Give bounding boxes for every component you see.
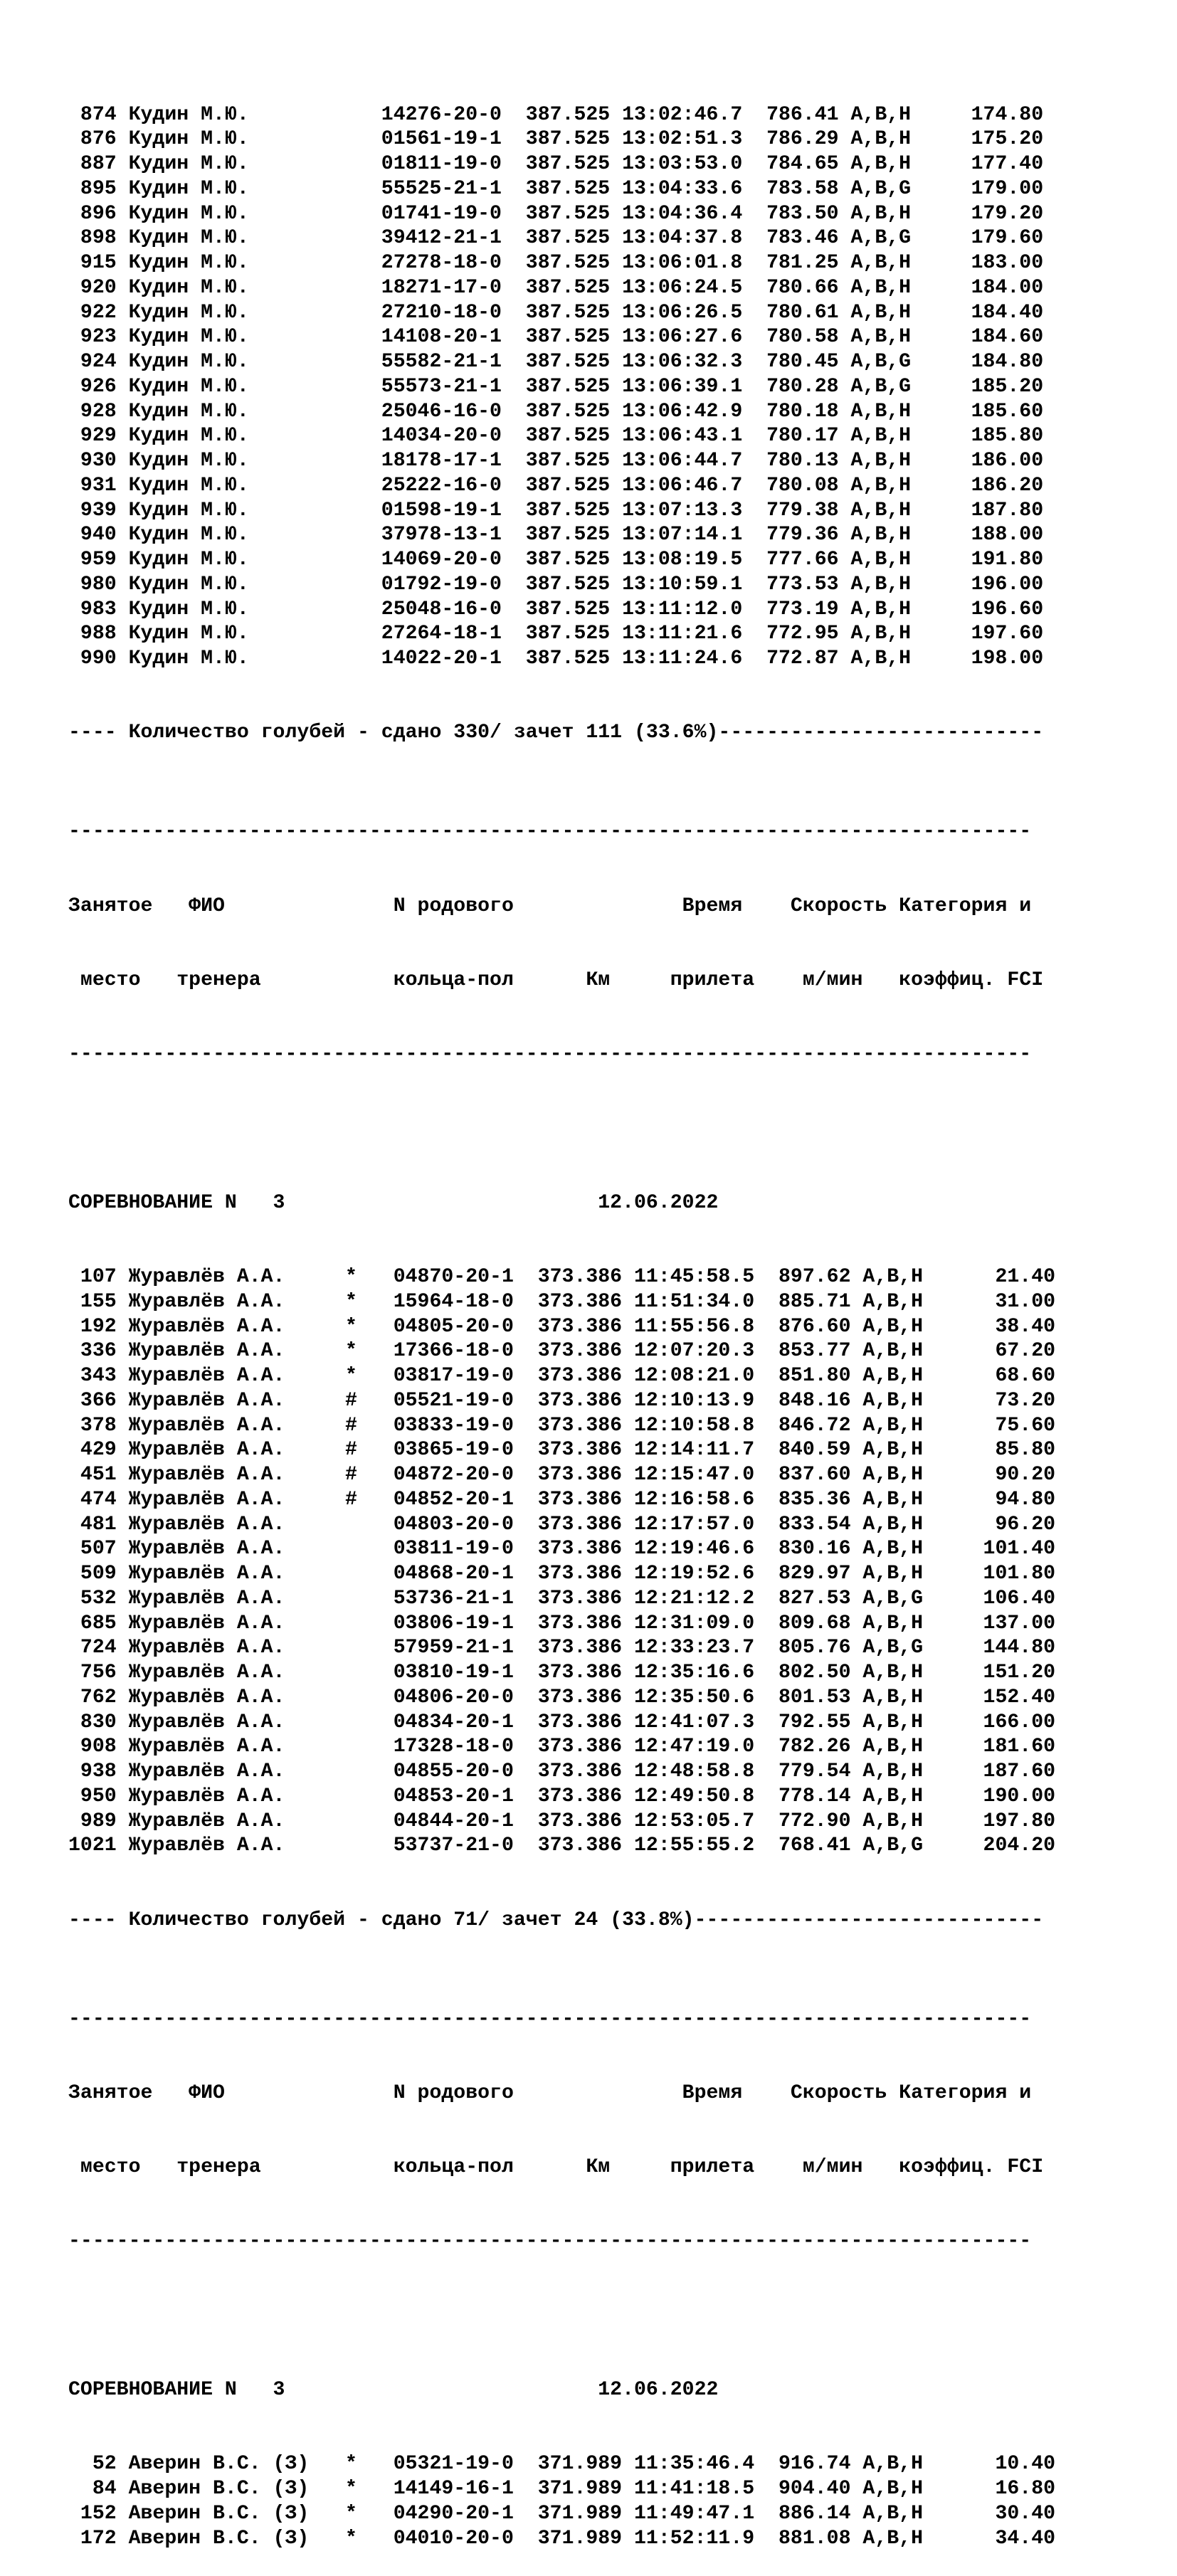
result-row: 929 Кудин М.Ю. 14034-20-0 387.525 13:06:43.1 780.17 A,B,H 185.80: [68, 425, 1044, 448]
header-line-2: место тренера кольца-пол Км прилета м/мин коэффиц. FCI: [68, 968, 1044, 991]
result-row: 950 Журавлёв А.А. 04853-20-1 373.386 12:49:50.8 778.14 A,B,H 190.00: [68, 1785, 1056, 1807]
result-row: 895 Кудин М.Ю. 55525-21-1 387.525 13:04:33.6 783.58 A,B,G 179.00: [68, 177, 1044, 200]
summary-zhuravlev: ---- Количество голубей - сдано 71/ зачет 24 (33.8%)-----------------------------: [68, 1909, 1044, 1931]
result-row: 155 Журавлёв А.А. * 15964-18-0 373.386 11:51:34.0 885.71 A,B,H 31.00: [68, 1290, 1056, 1313]
summary-kudin: ---- Количество голубей - сдано 330/ зачет 111 (33.6%)---------------------------: [68, 722, 1044, 744]
result-row: 898 Кудин М.Ю. 39412-21-1 387.525 13:04:37.8 783.46 A,B,G 179.60: [68, 227, 1044, 250]
blank-line: [68, 2304, 1055, 2329]
block-averin: [68, 2452, 1055, 2551]
result-row: 451 Журавлёв А.А. # 04872-20-0 373.386 12:15:47.0 837.60 A,B,H 90.20: [68, 1464, 1056, 1487]
result-row: 938 Журавлёв А.А. 04855-20-0 373.386 12:48:58.8 779.54 A,B,H 187.60: [68, 1761, 1056, 1783]
header-line-1: Занятое ФИО N родового Время Скорость Категория и: [68, 894, 1032, 917]
result-row: 926 Кудин М.Ю. 55573-21-1 387.525 13:06:39.1 780.28 A,B,G 185.20: [68, 375, 1044, 398]
result-row: 931 Кудин М.Ю. 25222-16-0 387.525 13:06:46.7 780.08 A,B,H 186.20: [68, 474, 1044, 497]
rule-top-2: --------------------------------------------------------------------------------: [68, 820, 1032, 843]
result-row: 366 Журавлёв А.А. # 05521-19-0 373.386 12:10:13.9 848.16 A,B,H 73.20: [68, 1389, 1056, 1412]
result-row: 84 Аверин В.С. (З) * 14149-16-1 371.989 11:41:18.5 904.40 A,B,H 16.80: [68, 2478, 1056, 2501]
result-row: 1021 Журавлёв А.А. 53737-21-0 373.386 12:55:55.2 768.41 A,B,G 204.20: [68, 1835, 1056, 1857]
result-row: 876 Кудин М.Ю. 01561-19-1 387.525 13:02:51.3 786.29 A,B,H 175.20: [68, 128, 1044, 151]
result-row: 474 Журавлёв А.А. # 04852-20-1 373.386 12:16:58.6 835.36 A,B,H 94.80: [68, 1488, 1056, 1511]
result-row: 928 Кудин М.Ю. 25046-16-0 387.525 13:06:42.9 780.18 A,B,H 185.60: [68, 400, 1044, 423]
result-row: 762 Журавлёв А.А. 04806-20-0 373.386 12:35:50.6 801.53 A,B,H 152.40: [68, 1686, 1056, 1709]
competition-heading: СОРЕВНОВАНИЕ N 3 12.06.2022: [68, 2379, 719, 2402]
result-row: 343 Журавлёв А.А. * 03817-19-0 373.386 12:08:21.0 851.80 A,B,H 68.60: [68, 1365, 1056, 1388]
result-row: 920 Кудин М.Ю. 18271-17-0 387.525 13:06:24.5 780.66 A,B,H 184.00: [68, 276, 1044, 299]
result-row: 509 Журавлёв А.А. 04868-20-1 373.386 12:19:52.6 829.97 A,B,H 101.80: [68, 1563, 1056, 1585]
result-row: 507 Журавлёв А.А. 03811-19-0 373.386 12:19:46.6 830.16 A,B,H 101.40: [68, 1538, 1056, 1561]
result-row: 922 Кудин М.Ю. 27210-18-0 387.525 13:06:26.5 780.61 A,B,H 184.40: [68, 301, 1044, 324]
header-line-2: место тренера кольца-пол Км прилета м/мин коэффиц. FCI: [68, 2156, 1044, 2179]
rule-top-3: --------------------------------------------------------------------------------: [68, 2007, 1032, 2030]
result-row: 939 Кудин М.Ю. 01598-19-1 387.525 13:07:13.3 779.38 A,B,H 187.80: [68, 499, 1044, 522]
result-row: 896 Кудин М.Ю. 01741-19-0 387.525 13:04:36.4 783.50 A,B,H 179.20: [68, 202, 1044, 225]
result-row: 152 Аверин В.С. (З) * 04290-20-1 371.989 11:49:47.1 886.14 A,B,H 30.40: [68, 2502, 1056, 2525]
result-row: 481 Журавлёв А.А. 04803-20-0 373.386 12:17:57.0 833.54 A,B,H 96.20: [68, 1513, 1056, 1536]
result-row: 923 Кудин М.Ю. 14108-20-1 387.525 13:06:27.6 780.58 A,B,H 184.60: [68, 326, 1044, 349]
result-row: 192 Журавлёв А.А. * 04805-20-0 373.386 11:55:56.8 876.60 A,B,H 38.40: [68, 1315, 1056, 1338]
header-line-1: Занятое ФИО N родового Время Скорость Категория и: [68, 2081, 1032, 2104]
result-row: 724 Журавлёв А.А. 57959-21-1 373.386 12:33:23.7 805.76 A,B,G 144.80: [68, 1637, 1056, 1659]
result-row: 685 Журавлёв А.А. 03806-19-1 373.386 12:31:09.0 809.68 A,B,H 137.00: [68, 1612, 1056, 1635]
rule-bottom-3: --------------------------------------------------------------------------------: [68, 2230, 1032, 2253]
result-row: 988 Кудин М.Ю. 27264-18-1 387.525 13:11:21.6 772.95 A,B,H 197.60: [68, 623, 1044, 645]
result-row: 172 Аверин В.С. (З) * 04010-20-0 371.989 11:52:11.9 881.08 A,B,H 34.40: [68, 2527, 1056, 2550]
result-row: 429 Журавлёв А.А. # 03865-19-0 373.386 12:14:11.7 840.59 A,B,H 85.80: [68, 1439, 1056, 1462]
result-row: 983 Кудин М.Ю. 25048-16-0 387.525 13:11:12.0 773.19 A,B,H 196.60: [68, 598, 1044, 621]
results-printout: [68, 53, 1055, 2576]
result-row: 874 Кудин М.Ю. 14276-20-0 387.525 13:02:46.7 786.41 A,B,H 174.80: [68, 103, 1044, 126]
result-row: 756 Журавлёв А.А. 03810-19-1 373.386 12:35:16.6 802.50 A,B,H 151.20: [68, 1662, 1056, 1684]
result-row: 924 Кудин М.Ю. 55582-21-1 387.525 13:06:32.3 780.45 A,B,G 184.80: [68, 351, 1044, 374]
result-row: 336 Журавлёв А.А. * 17366-18-0 373.386 12:07:20.3 853.77 A,B,H 67.20: [68, 1340, 1056, 1363]
result-row: 989 Журавлёв А.А. 04844-20-1 373.386 12:53:05.7 772.90 A,B,H 197.80: [68, 1810, 1056, 1832]
result-row: 915 Кудин М.Ю. 27278-18-0 387.525 13:06:01.8 781.25 A,B,H 183.00: [68, 252, 1044, 275]
blank-line: [68, 1117, 1055, 1141]
result-row: 378 Журавлёв А.А. # 03833-19-0 373.386 12:10:58.8 846.72 A,B,H 75.60: [68, 1414, 1056, 1437]
result-row: 990 Кудин М.Ю. 14022-20-1 387.525 13:11:24.6 772.87 A,B,H 198.00: [68, 648, 1044, 670]
result-row: 830 Журавлёв А.А. 04834-20-1 373.386 12:41:07.3 792.55 A,B,H 166.00: [68, 1711, 1056, 1733]
result-row: 887 Кудин М.Ю. 01811-19-0 387.525 13:03:53.0 784.65 A,B,H 177.40: [68, 153, 1044, 176]
result-row: 908 Журавлёв А.А. 17328-18-0 373.386 12:47:19.0 782.26 A,B,H 181.60: [68, 1736, 1056, 1758]
result-row: 52 Аверин В.С. (З) * 05321-19-0 371.989 11:35:46.4 916.74 A,B,H 10.40: [68, 2453, 1056, 2476]
result-row: 930 Кудин М.Ю. 18178-17-1 387.525 13:06:44.7 780.13 A,B,H 186.00: [68, 450, 1044, 473]
result-row: 959 Кудин М.Ю. 14069-20-0 387.525 13:08:19.5 777.66 A,B,H 191.80: [68, 549, 1044, 571]
rule-bottom-2: --------------------------------------------------------------------------------: [68, 1043, 1032, 1066]
result-row: 107 Журавлёв А.А. * 04870-20-1 373.386 11:45:58.5 897.62 A,B,H 21.40: [68, 1266, 1056, 1289]
block-zhuravlev: [68, 1265, 1055, 1859]
result-row: 532 Журавлёв А.А. 53736-21-1 373.386 12:21:12.2 827.53 A,B,G 106.40: [68, 1587, 1056, 1610]
result-row: 980 Кудин М.Ю. 01792-19-0 387.525 13:10:59.1 773.53 A,B,H 196.00: [68, 573, 1044, 596]
result-row: 940 Кудин М.Ю. 37978-13-1 387.525 13:07:14.1 779.36 A,B,H 188.00: [68, 524, 1044, 547]
competition-heading: СОРЕВНОВАНИЕ N 3 12.06.2022: [68, 1191, 719, 1214]
block-kudin: [68, 103, 1055, 672]
